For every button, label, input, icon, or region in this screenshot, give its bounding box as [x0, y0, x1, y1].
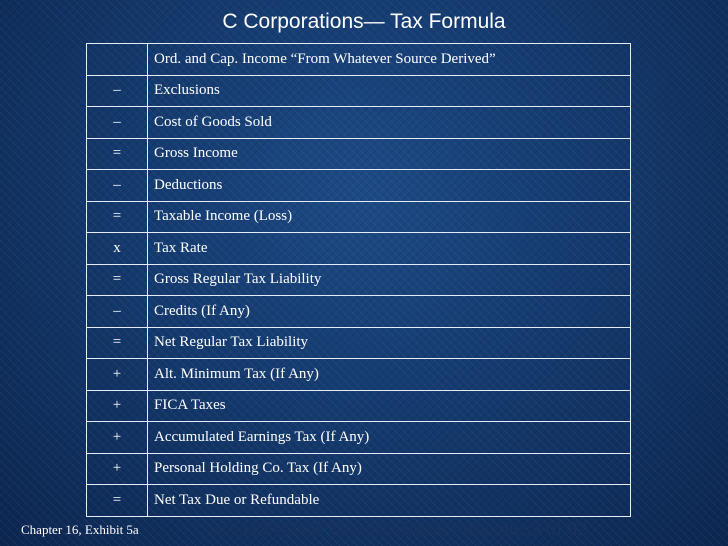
operator-cell: =: [87, 138, 148, 170]
table-row: [87, 296, 631, 328]
formula-item: Exclusions: [148, 75, 631, 107]
formula-item: Alt. Minimum Tax (If Any): [148, 359, 631, 391]
table-row: [87, 359, 631, 391]
formula-item: Credits (If Any): [148, 296, 631, 328]
table-row: [87, 170, 631, 202]
table-row: [87, 75, 631, 107]
formula-item: Gross Income: [148, 138, 631, 170]
formula-item: Taxable Income (Loss): [148, 201, 631, 233]
operator-cell: +: [87, 359, 148, 391]
operator-cell: =: [87, 327, 148, 359]
operator-cell: x: [87, 233, 148, 265]
formula-item: Net Regular Tax Liability: [148, 327, 631, 359]
operator-cell: =: [87, 201, 148, 233]
table-row: [87, 327, 631, 359]
table-row: [87, 453, 631, 485]
operator-cell: +: [87, 453, 148, 485]
operator-cell: –: [87, 107, 148, 139]
table-row: [87, 107, 631, 139]
operator-cell: =: [87, 485, 148, 517]
formula-item: FICA Taxes: [148, 390, 631, 422]
table-row: [87, 422, 631, 454]
tax-formula-table: [86, 43, 631, 517]
table-row: [87, 390, 631, 422]
operator-cell: [87, 44, 148, 76]
table-row: [87, 485, 631, 517]
operator-cell: =: [87, 264, 148, 296]
formula-item: Cost of Goods Sold: [148, 107, 631, 139]
table-row: [87, 201, 631, 233]
slide-title: C Corporations— Tax Formula: [222, 10, 506, 33]
table-row: [87, 44, 631, 76]
operator-cell: –: [87, 170, 148, 202]
table-row: [87, 264, 631, 296]
footer-book-info: [216, 514, 588, 544]
formula-item: Tax Rate: [148, 233, 631, 265]
operator-cell: +: [87, 422, 148, 454]
formula-item: Gross Regular Tax Liability: [148, 264, 631, 296]
formula-item: Personal Holding Co. Tax (If Any): [148, 453, 631, 485]
footer-chapter-label: Chapter 16, Exhibit 5a: [21, 522, 139, 537]
formula-item: Ord. and Cap. Income “From Whatever Source Derived”: [148, 44, 631, 76]
table-row: [87, 138, 631, 170]
formula-item: Accumulated Earnings Tax (If Any): [148, 422, 631, 454]
table-row: [87, 233, 631, 265]
formula-item: Deductions: [148, 170, 631, 202]
operator-cell: +: [87, 390, 148, 422]
footer-page-number: 3 of 92: [530, 518, 588, 540]
footer-book-title: CCH Federal Taxation Basic Principles: [216, 518, 531, 540]
operator-cell: –: [87, 296, 148, 328]
operator-cell: –: [87, 75, 148, 107]
formula-item: Net Tax Due or Refundable: [148, 485, 631, 517]
